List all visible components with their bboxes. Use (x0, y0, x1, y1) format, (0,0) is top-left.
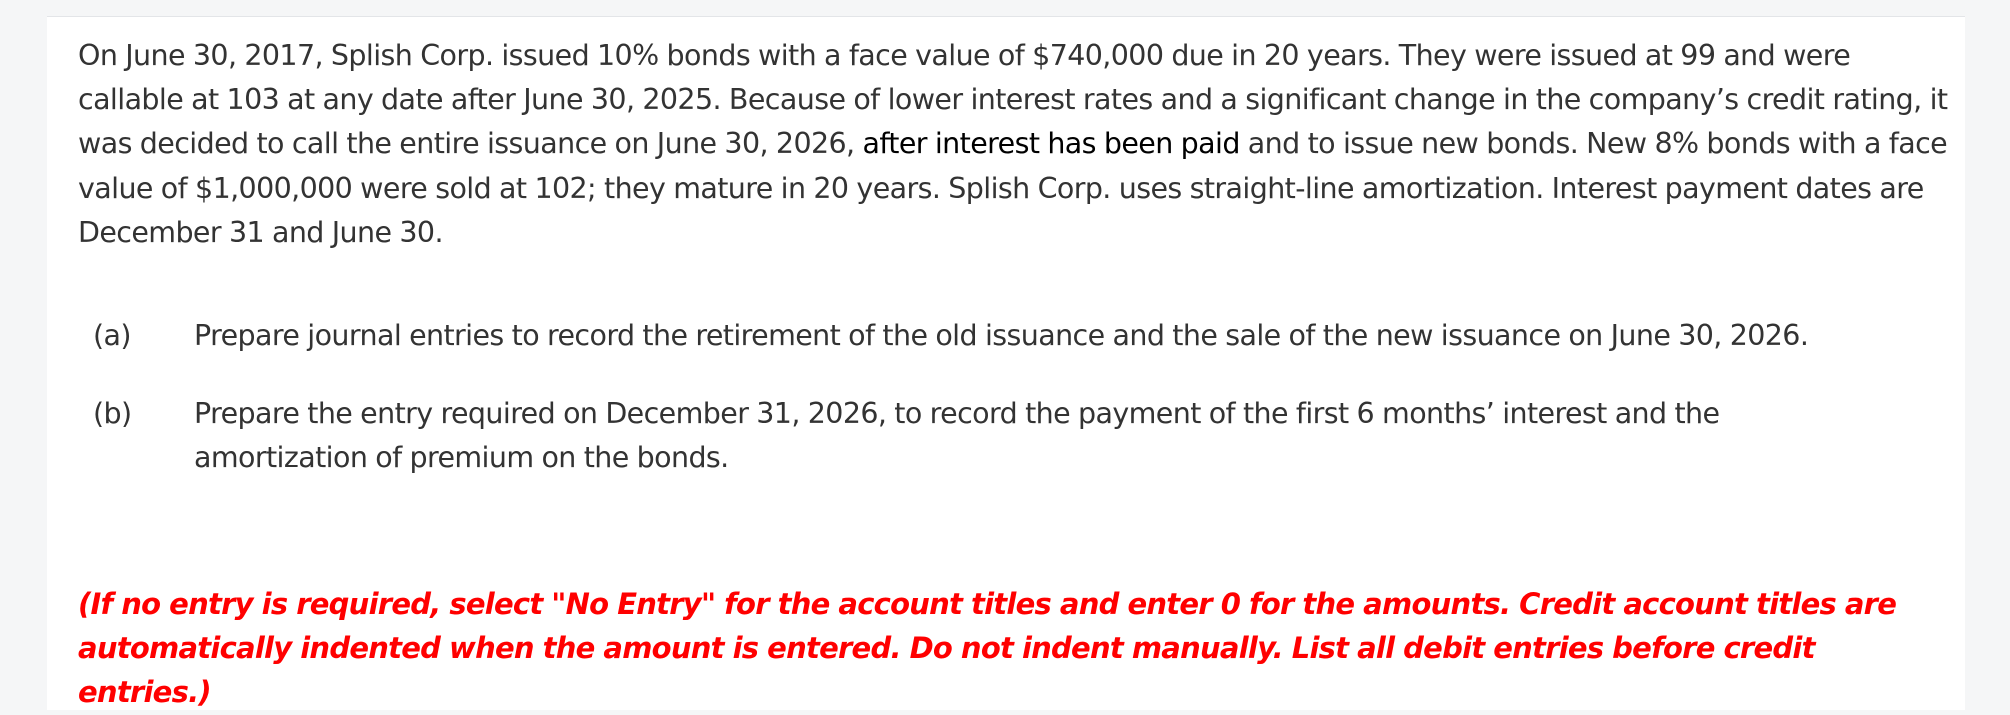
part-b-text: Prepare the entry required on December 31, 2026, to record the payment of the first 6 months’ interest and the amortization of premium on the bonds. (194, 397, 1720, 475)
problem-statement-end: and to issue new bonds. New 8% bonds with a face value of $1,000,000 were sold at 102; they mature in 20 years. Splish Corp. uses straight-line amortization. Interest payment dates are December 31 and June 30. (78, 127, 1948, 249)
problem-statement-start: On June 30, 2017, Splish Corp. issued 10% bonds with a face value of $740,000 due in 20 years. They were issued at 99 and were callable at 103 at any date after June 30, 2025. Because of lower interest rates and a significant change in the company’s credit rating, it was decided to call the entire issuance on June 30, 2026, (78, 39, 1948, 161)
part-a-text: Prepare journal entries to record the retirement of the old issuance and the sale of the new issuance on June 30, 2026. (194, 319, 1809, 352)
entry-instructions: (If no entry is required, select "No Entry" for the account titles and enter 0 for the amounts. Credit account titles are automatically indented when the amount is entered. Do not indent manually. List all debit entries before credit entries.) (78, 587, 1897, 710)
part-b-label: (b) (93, 397, 132, 430)
problem-statement-emphasis: after interest has been paid (862, 127, 1240, 161)
part-a-label: (a) (93, 319, 131, 352)
problem-statement (78, 34, 1958, 255)
